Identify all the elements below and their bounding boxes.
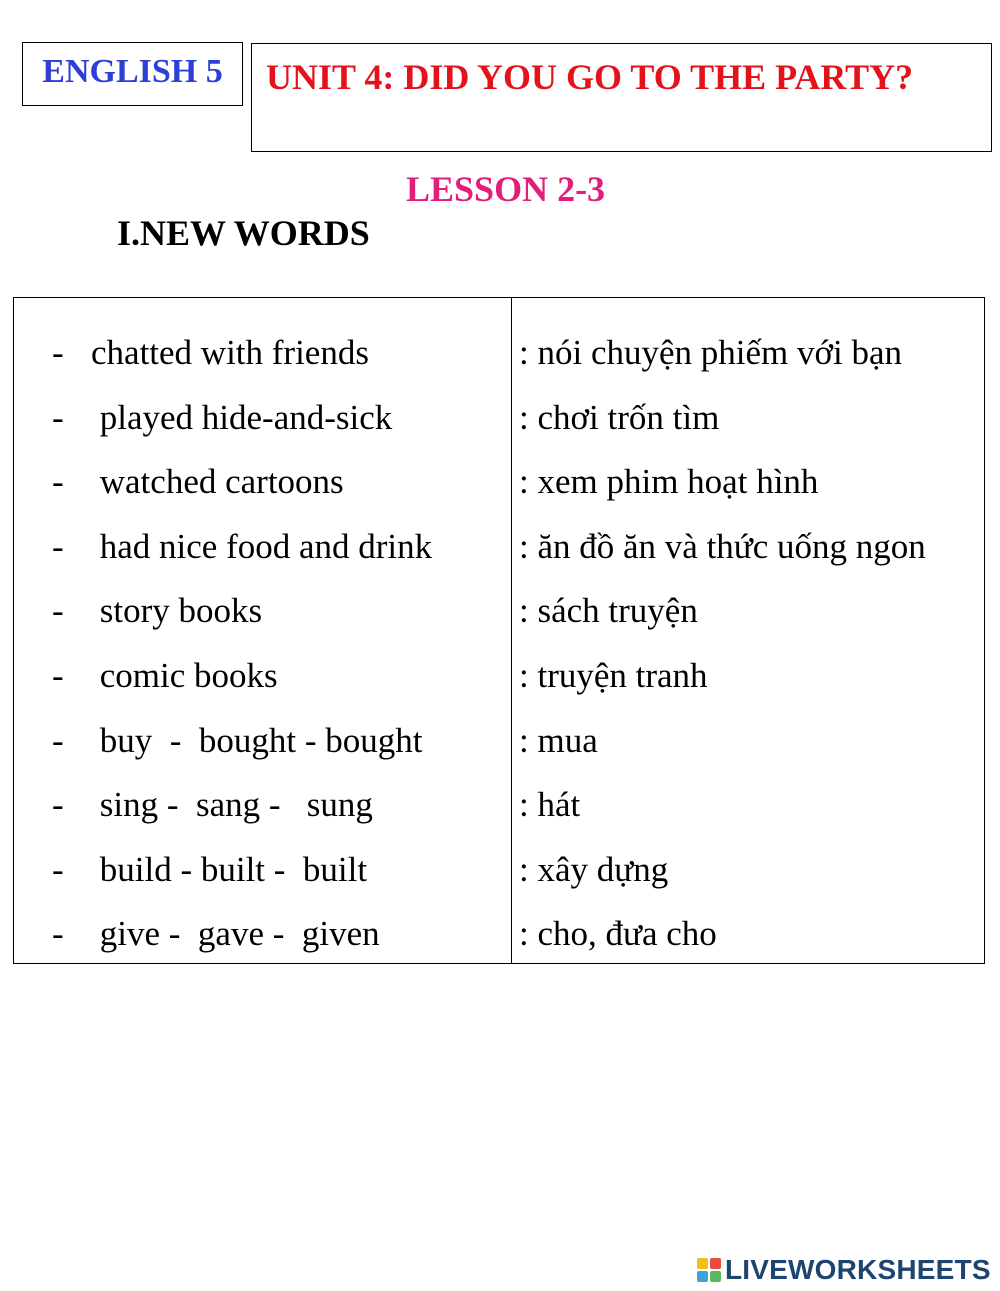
- bullet-dash: -: [52, 526, 64, 566]
- bullet-dash: -: [52, 785, 64, 825]
- bullet-dash: -: [52, 591, 64, 631]
- bullet-dash: -: [52, 720, 64, 760]
- liveworksheets-logo[interactable]: [697, 1255, 991, 1285]
- liveworksheets-logo-icon: [697, 1258, 721, 1282]
- english-term: comic books: [91, 656, 278, 695]
- vocab-row: [14, 828, 984, 888]
- english-term: played hide-and-sick: [91, 397, 393, 437]
- vietnamese-meaning: : hát: [519, 785, 581, 825]
- bullet-dash: -: [52, 333, 64, 372]
- english-term: buy - bought - bought: [91, 720, 423, 760]
- bullet-dash: -: [52, 656, 64, 695]
- section-heading: I.NEW WORDS: [117, 213, 370, 253]
- vocab-row: [14, 376, 984, 436]
- english-term: sing - sang - sung: [91, 785, 373, 825]
- english-term: build - built - built: [91, 849, 368, 889]
- vietnamese-meaning: : truyện tranh: [519, 656, 708, 695]
- english-term: give - gave - given: [91, 914, 380, 954]
- english-term: watched cartoons: [91, 462, 344, 502]
- vietnamese-meaning: : ăn đồ ăn và thức uống ngon: [519, 526, 926, 566]
- vocab-row: [14, 505, 984, 565]
- bullet-dash: -: [52, 914, 64, 954]
- vocab-row: [14, 440, 984, 500]
- lesson-title: LESSON 2-3: [406, 169, 606, 209]
- vocab-row: [14, 699, 984, 759]
- vocab-table: [13, 297, 985, 964]
- book-title-box: [22, 42, 243, 106]
- vietnamese-meaning: : sách truyện: [519, 591, 698, 631]
- bullet-dash: -: [52, 397, 64, 437]
- vietnamese-meaning: : nói chuyện phiếm với bạn: [519, 333, 903, 372]
- vocab-row: [14, 569, 984, 629]
- vocab-row: [14, 892, 984, 952]
- vietnamese-meaning: : mua: [519, 720, 598, 760]
- bullet-dash: -: [52, 849, 64, 889]
- book-title: ENGLISH 5: [42, 53, 223, 90]
- vocab-row: [14, 634, 984, 694]
- vocab-row: [14, 763, 984, 823]
- bullet-dash: -: [52, 462, 64, 502]
- english-term: story books: [91, 591, 263, 631]
- unit-title-box: [251, 43, 992, 152]
- unit-title: UNIT 4: DID YOU GO TO THE PARTY?: [266, 57, 914, 97]
- english-term: had nice food and drink: [91, 526, 433, 566]
- vietnamese-meaning: : cho, đưa cho: [519, 914, 717, 954]
- vocab-row: [14, 311, 984, 371]
- vietnamese-meaning: : xây dựng: [519, 849, 669, 889]
- english-term: chatted with friends: [91, 333, 369, 372]
- vietnamese-meaning: : chơi trốn tìm: [519, 397, 720, 437]
- logo-text: LIVEWORKSHEETS: [725, 1254, 991, 1285]
- vietnamese-meaning: : xem phim hoạt hình: [519, 462, 819, 502]
